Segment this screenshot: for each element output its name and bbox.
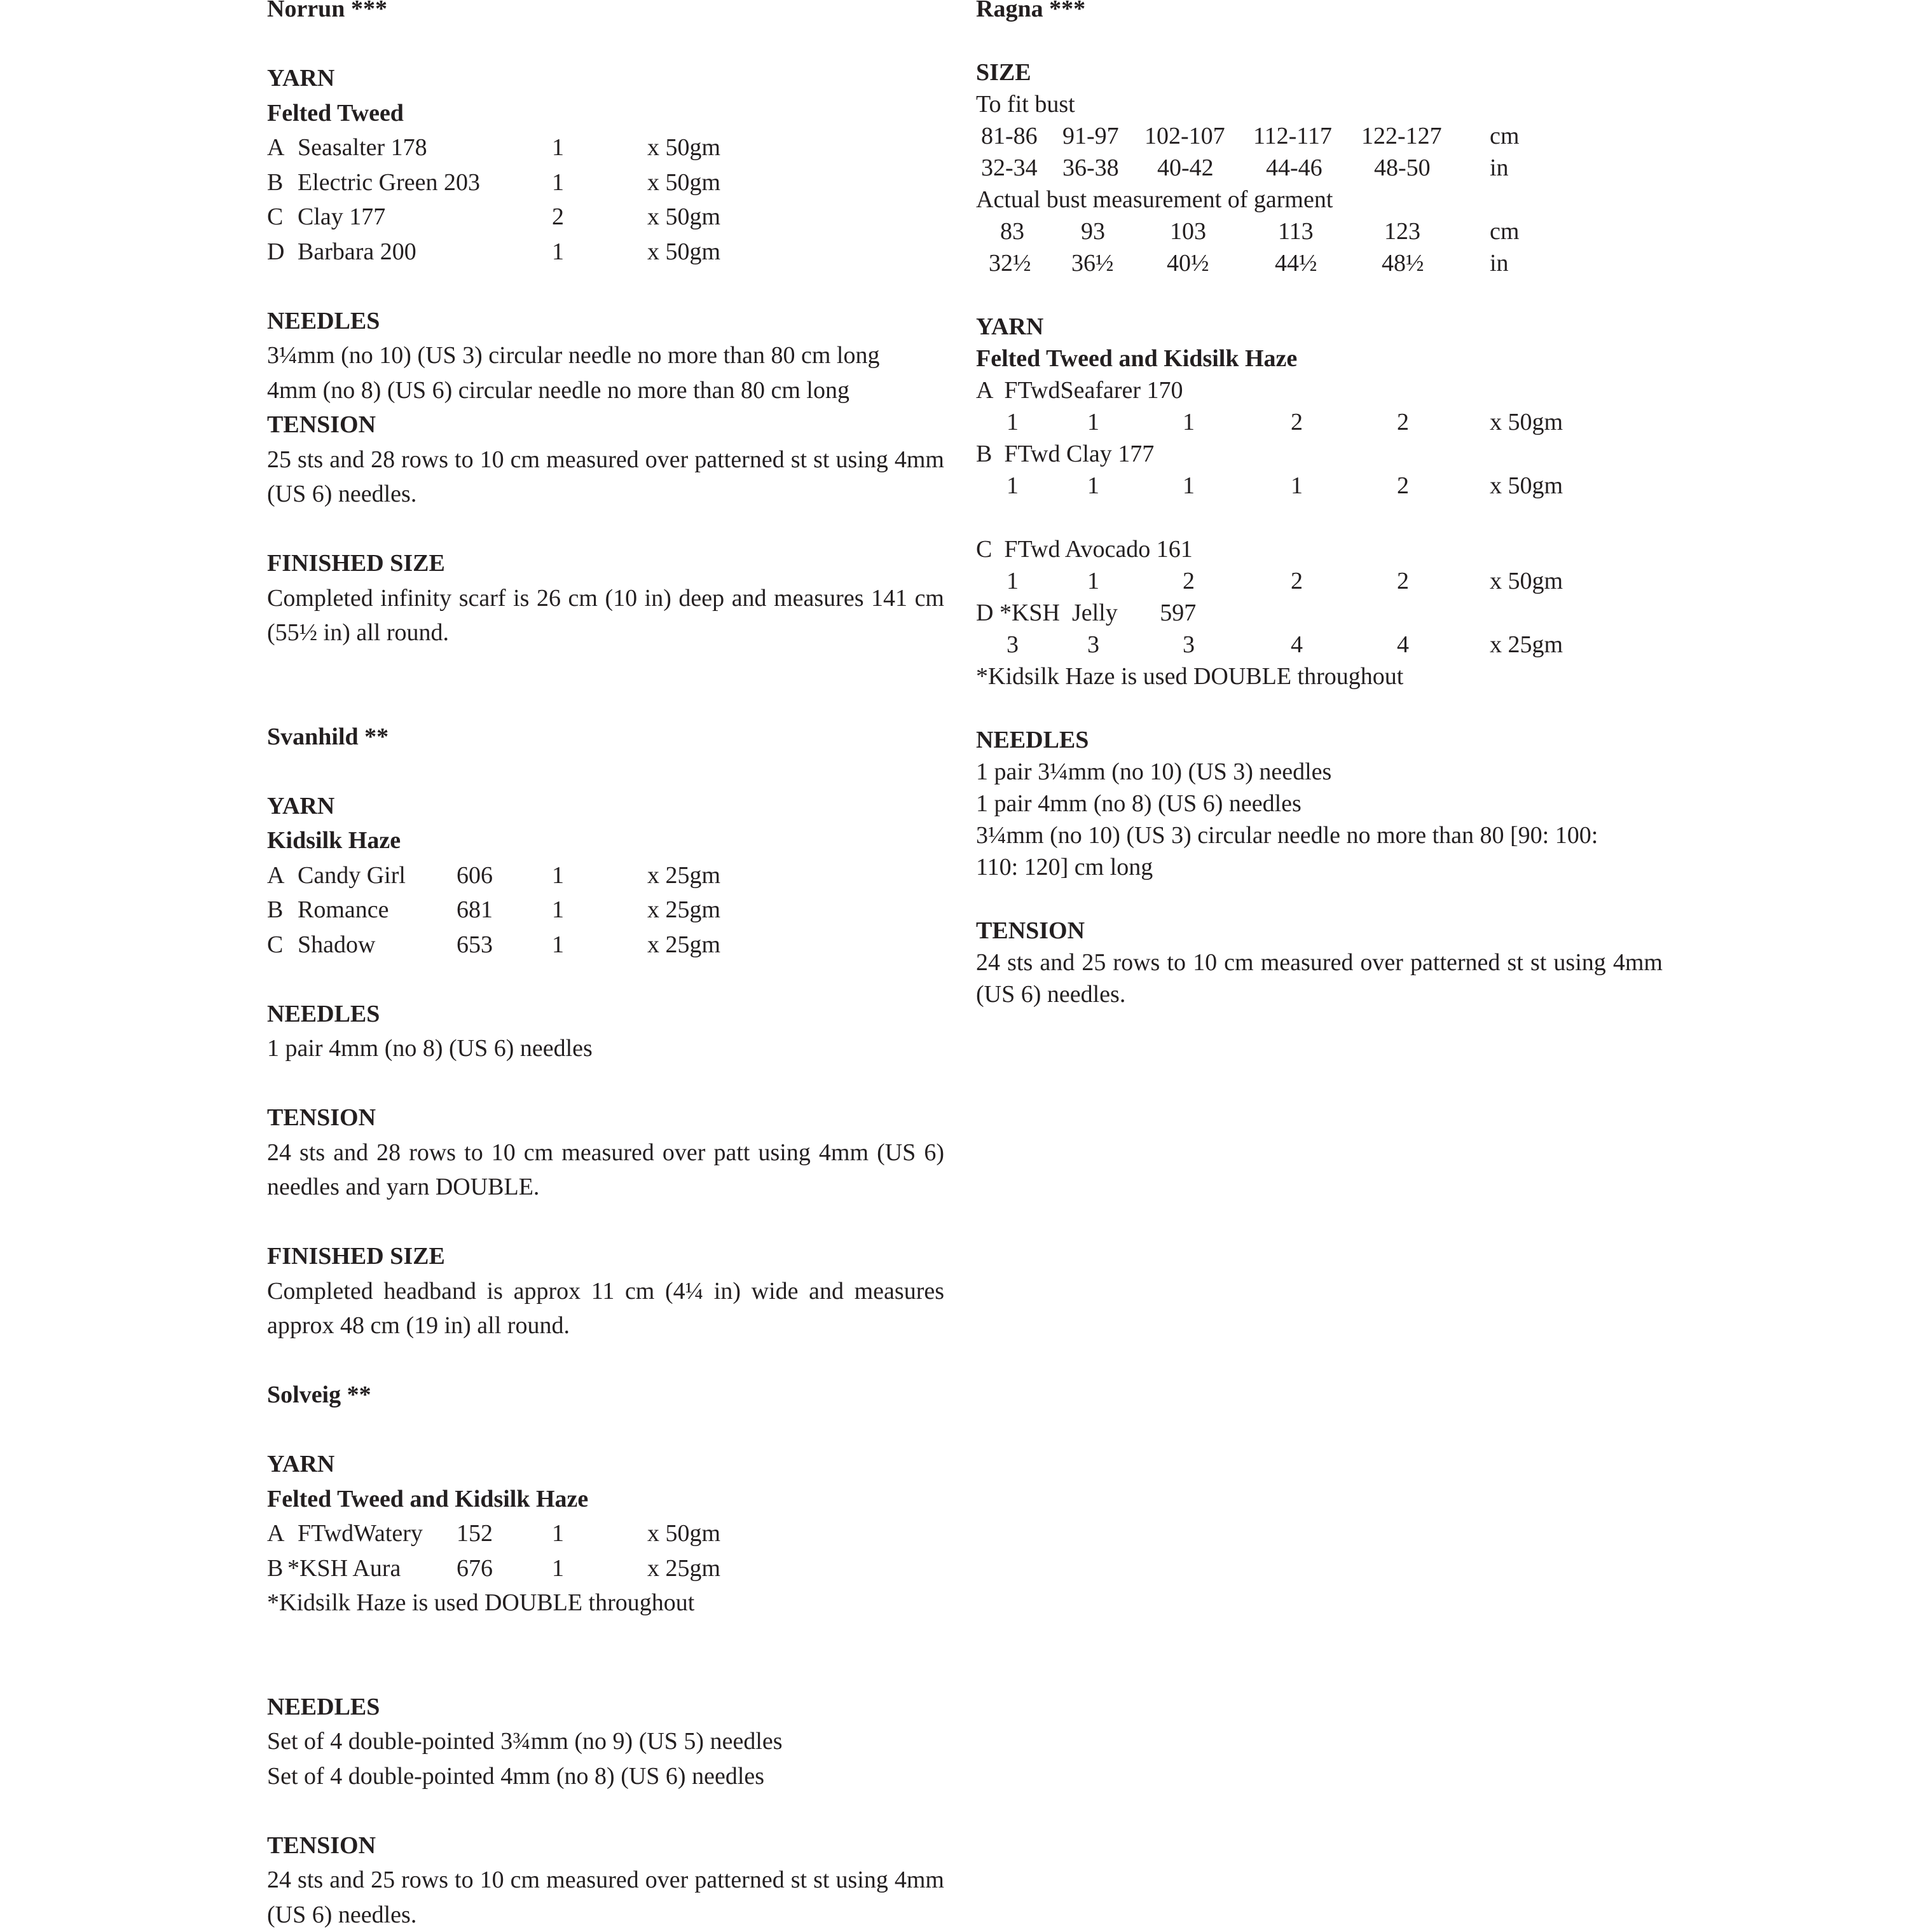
ragna-sizes-cm-row: 81-86 91-97 102-107 112-117 122-127 cm [981, 123, 1520, 149]
svanhild-finished-heading: FINISHED SIZE [267, 1243, 445, 1270]
svanhild-title: Svanhild ** [267, 723, 389, 750]
ragna-double-note: *Kidsilk Haze is used DOUBLE throughout [976, 663, 1404, 690]
norrun-title: Norrun *** [267, 0, 387, 22]
yarn-row: A FTwdWatery 152 1 x 50gm [267, 1520, 721, 1547]
right-column [976, 0, 1688, 1010]
norrun-yarn-name: Felted Tweed [267, 99, 404, 127]
yarn-row: A Seasalter 178 1 x 50gm [267, 134, 721, 161]
ragna-yarn-name: Felted Tweed and Kidsilk Haze [976, 345, 1298, 372]
ragna-tension-text: 24 sts and 25 rows to 10 cm measured over patterned st st using 4mm (US 6) needles. [976, 949, 1663, 1008]
solveig-yarn-table [267, 1516, 954, 1586]
yarn-row: A Candy Girl 606 1 x 25gm [267, 861, 721, 889]
norrun-yarn-heading: YARN [267, 65, 335, 92]
yarn-row: B Romance 681 1 x 25gm [267, 896, 721, 923]
svanhild-yarn-name: Kidsilk Haze [267, 827, 401, 854]
svanhild-yarn-table [267, 858, 954, 963]
yarn-row: C Clay 177 2 x 50gm [267, 203, 721, 230]
solveig-tension-heading: TENSION [267, 1832, 376, 1859]
yarn-row: B *KSH Aura 676 1 x 25gm [267, 1554, 721, 1582]
ragna-sizes-in-row: 32-34 36-38 40-42 44-46 48-50 in [981, 154, 1509, 181]
svanhild-finished-text: Completed headband is approx 11 cm (4¼ in) wide and measures approx 48 cm (19 in) all round. [267, 1277, 944, 1339]
ragna-needle-1: 1 pair 3¼mm (no 10) (US 3) needles [976, 758, 1332, 785]
ragna-needle-3: 3¼mm (no 10) (US 3) circular needle no more than 80 [90: 100: [976, 822, 1598, 849]
solveig-needle-1: Set of 4 double-pointed 3¾mm (no 9) (US 5) needles [267, 1728, 783, 1755]
ragna-needle-3-cont: 110: 120] cm long [976, 854, 1153, 880]
svanhild-tension-text: 24 sts and 28 rows to 10 cm measured over patt using 4mm (US 6) needles and yarn DOUBLE. [267, 1139, 944, 1200]
solveig-needles-heading: NEEDLES [267, 1693, 380, 1720]
ragna-actual-label: Actual bust measurement of garment [976, 186, 1333, 213]
ragna-yarn-a-label: A FTwdSeafarer 170 [976, 377, 1183, 404]
ragna-needles-heading: NEEDLES [976, 727, 1089, 753]
ragna-actual-in-row: 32½ 36½ 40½ 44½ 48½ in [989, 250, 1509, 277]
ragna-needle-2: 1 pair 4mm (no 8) (US 6) needles [976, 790, 1302, 817]
solveig-yarn-name: Felted Tweed and Kidsilk Haze [267, 1485, 589, 1512]
yarn-row: D Barbara 200 1 x 50gm [267, 238, 721, 265]
norrun-needle-1: 3¼mm (no 10) (US 3) circular needle no more than 80 cm long [267, 342, 880, 369]
svanhild-tension-heading: TENSION [267, 1104, 376, 1131]
svanhild-yarn-heading: YARN [267, 792, 335, 819]
ragna-tension-heading: TENSION [976, 917, 1085, 944]
norrun-tension-heading: TENSION [267, 411, 376, 438]
ragna-yarn-b-label: B FTwd Clay 177 [976, 441, 1155, 467]
solveig-needle-2: Set of 4 double-pointed 4mm (no 8) (US 6) needles [267, 1762, 765, 1790]
left-column [267, 0, 954, 1932]
norrun-needle-2: 4mm (no 8) (US 6) circular needle no more than 80 cm long [267, 376, 849, 404]
ragna-fit-label: To fit bust [976, 91, 1075, 118]
ragna-yarn-a-amounts: 1 1 1 2 2 x 50gm [1007, 409, 1563, 435]
norrun-needles-heading: NEEDLES [267, 307, 380, 334]
ragna-yarn-d-label: D *KSH Jelly 597 [976, 599, 1197, 626]
svanhild-needle-1: 1 pair 4mm (no 8) (US 6) needles [267, 1035, 593, 1062]
ragna-yarn-c-amounts: 1 1 2 2 2 x 50gm [1007, 568, 1563, 594]
solveig-tension-text: 24 sts and 25 rows to 10 cm measured over patterned st st using 4mm (US 6) needles. [267, 1867, 944, 1928]
solveig-yarn-heading: YARN [267, 1451, 335, 1477]
ragna-yarn-b-amounts: 1 1 1 1 2 x 50gm [1007, 472, 1563, 499]
solveig-title: Solveig ** [267, 1381, 371, 1408]
norrun-finished-text: Completed infinity scarf is 26 cm (10 in) deep and measures 141 cm (55½ in) all round. [267, 584, 944, 646]
norrun-tension-text: 25 sts and 28 rows to 10 cm measured over patterned st st using 4mm (US 6) needles. [267, 446, 944, 507]
svanhild-needles-heading: NEEDLES [267, 1000, 380, 1027]
ragna-yarn-d-amounts: 3 3 3 4 4 x 25gm [1007, 631, 1563, 658]
ragna-yarn-heading: YARN [976, 313, 1044, 340]
yarn-row: C Shadow 653 1 x 25gm [267, 931, 721, 958]
yarn-row: B Electric Green 203 1 x 50gm [267, 168, 721, 196]
norrun-finished-heading: FINISHED SIZE [267, 550, 445, 577]
solveig-double-note: *Kidsilk Haze is used DOUBLE throughout [267, 1589, 695, 1616]
norrun-yarn-table [267, 130, 954, 269]
ragna-yarn-c-label: C FTwd Avocado 161 [976, 536, 1193, 563]
ragna-title: Ragna *** [976, 0, 1086, 22]
ragna-size-heading: SIZE [976, 59, 1031, 86]
ragna-actual-cm-row: 83 93 103 113 123 cm [1000, 218, 1520, 245]
